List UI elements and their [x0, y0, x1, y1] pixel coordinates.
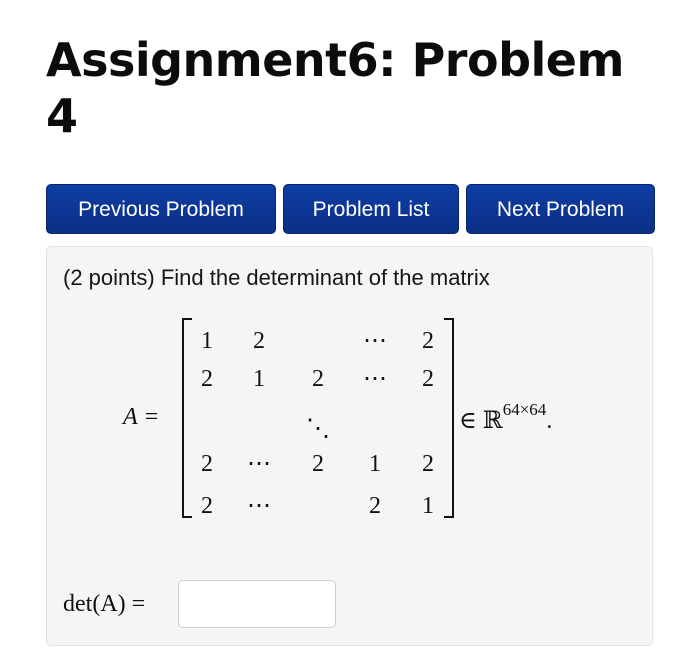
matrix-right-bracket: [444, 318, 454, 518]
matrix-cell: 2: [201, 451, 213, 477]
matrix-cell: 2: [422, 451, 434, 477]
matrix-cell: 1: [422, 493, 434, 519]
matrix-cell: 2: [369, 493, 381, 519]
matrix-cell: 2: [253, 328, 265, 354]
matrix-name: A =: [123, 404, 160, 430]
matrix-cell: 1: [369, 451, 381, 477]
matrix-space-label: [459, 400, 553, 435]
matrix-cell: ⋯: [247, 451, 271, 477]
determinant-answer-input[interactable]: [178, 580, 336, 628]
matrix-cell: 2: [201, 493, 213, 519]
next-problem-button[interactable]: Next Problem: [466, 184, 655, 234]
sentence-period: .: [546, 408, 553, 434]
membership-symbol: ∈ ℝ: [459, 408, 503, 434]
problem-list-button[interactable]: Problem List: [283, 184, 459, 234]
page-title: Assignment6: Problem 4: [46, 33, 624, 143]
matrix-cell: ⋱: [306, 416, 330, 442]
problem-panel: [46, 246, 653, 646]
matrix-cell: 2: [312, 451, 324, 477]
matrix-name-label: [123, 404, 159, 431]
matrix-cell: 1: [253, 366, 265, 392]
matrix-cell: 2: [201, 366, 213, 392]
determinant-label: det(A) =: [63, 591, 146, 617]
matrix-dimension: 64×64: [502, 400, 547, 419]
matrix-cell: 2: [312, 366, 324, 392]
matrix-cell: 2: [422, 328, 434, 354]
matrix-cell: ⋯: [363, 366, 387, 392]
matrix-cell: 1: [201, 328, 213, 354]
previous-problem-button[interactable]: Previous Problem: [46, 184, 276, 234]
matrix-cell: ⋯: [247, 493, 271, 519]
matrix-cell: ⋯: [363, 328, 387, 354]
matrix-cell: 2: [422, 366, 434, 392]
problem-prompt: (2 points) Find the determinant of the matrix: [63, 265, 490, 290]
